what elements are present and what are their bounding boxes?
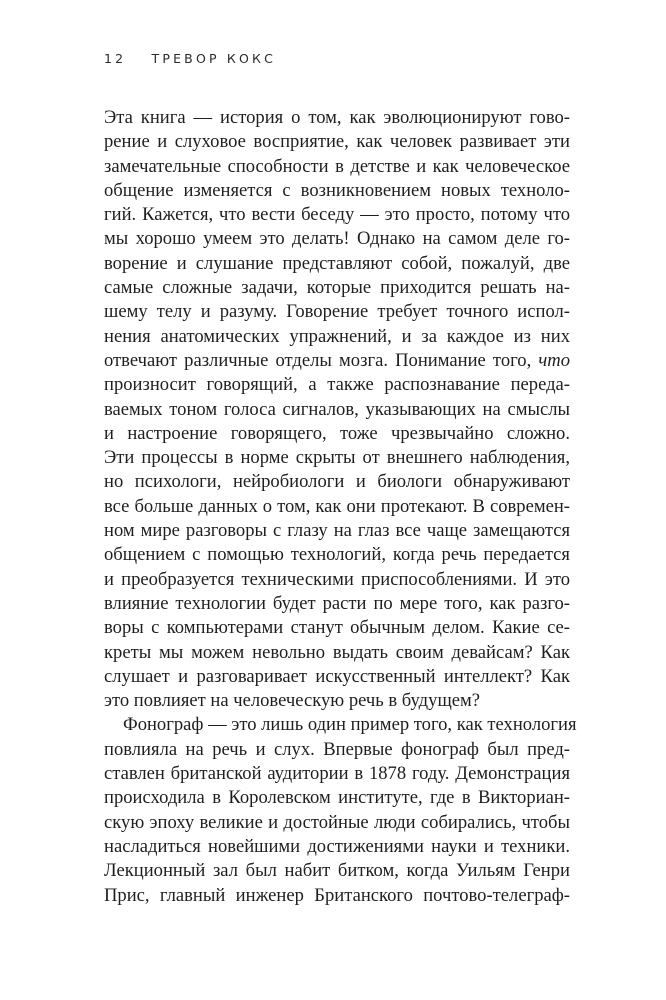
text-line: скую эпоху великие и достойные люди собирались, чтобы <box>104 811 570 833</box>
text-line: и настроение говорящего, тоже чрезвычайно сложно. <box>104 422 570 444</box>
text-line: влияние технологии будет расти по мере того, как разго- <box>104 592 570 614</box>
text-line: насладиться новейшими достижениями науки и техники. <box>104 835 570 857</box>
text-line: и преобразуется техническими приспособлениями. И это <box>104 568 570 590</box>
text-line: ставлен британской аудитории в 1878 году. Демонстрация <box>104 763 570 785</box>
running-head <box>104 51 276 66</box>
text-line: ном мире разговоры с глазу на глаз все чаще замещаются <box>104 520 570 542</box>
text-line: Эта книга — история о том, как эволюционируют гово- <box>104 107 570 128</box>
text-line: воры с компьютерами станут обычным делом. Какие се- <box>104 617 570 639</box>
text-line: шему телу и разуму. Говорение требует точного испол- <box>104 301 570 323</box>
text-line: это повлияет на человеческую речь в будущем? <box>104 690 481 712</box>
text-line <box>104 349 570 373</box>
page-number: 12 <box>104 51 127 66</box>
text-line: Лекционный зал был набит битком, когда Уильям Генри <box>104 860 570 882</box>
text-line: ваемых тоном голоса сигналов, указывающих на смыслы <box>104 398 570 420</box>
text-line: нения анатомических упражнений, и за каждое из них <box>104 325 570 347</box>
text-line: мы хорошо умеем это делать! Однако на самом деле го- <box>104 228 570 250</box>
text-line: общение изменяется с возникновением новых техноло- <box>104 179 570 201</box>
body-text <box>104 106 577 908</box>
text-line: все больше данных о том, как они протекают. В современ- <box>104 495 570 517</box>
text-line: Фонограф — это лишь один пример того, как технология <box>123 714 577 736</box>
text-line: Прис, главный инженер Британского почтово-телеграф- <box>104 884 570 906</box>
text-line: повлияла на речь и слух. Впервые фонограф был пред- <box>104 738 570 760</box>
text-line: замечательные способности в детстве и как человеческое <box>104 155 570 177</box>
text-line: происходила в Королевском институте, где в Викториан- <box>104 787 570 809</box>
text-line: но психологи, нейробиологи и биологи обнаруживают <box>104 471 570 493</box>
text-line: общением с помощью технологий, когда речь передается <box>104 544 570 566</box>
text-line: слушает и разговаривает искусственный интеллект? Как <box>104 665 570 687</box>
italic-word: что <box>538 349 570 371</box>
author-name: ТРЕВОР КОКС <box>151 51 277 66</box>
text-line: Эти процессы в норме скрыты от внешнего наблюдения, <box>104 447 570 469</box>
text-line: гий. Кажется, что вести беседу — это просто, потому что <box>104 204 570 226</box>
text-line: самые сложные задачи, которые приходится решать на- <box>104 277 570 299</box>
text-line: рение и слуховое восприятие, как человек развивает эти <box>104 131 570 153</box>
text-line: креты мы можем невольно выдать своим девайсам? Как <box>104 641 570 663</box>
text-segment: отвечают различные отделы мозга. Понимание того, <box>104 349 532 371</box>
text-line: ворение и слушание представляют собой, пожалуй, две <box>104 252 570 274</box>
text-line: произносит говорящий, а также распознавание переда- <box>104 374 570 396</box>
